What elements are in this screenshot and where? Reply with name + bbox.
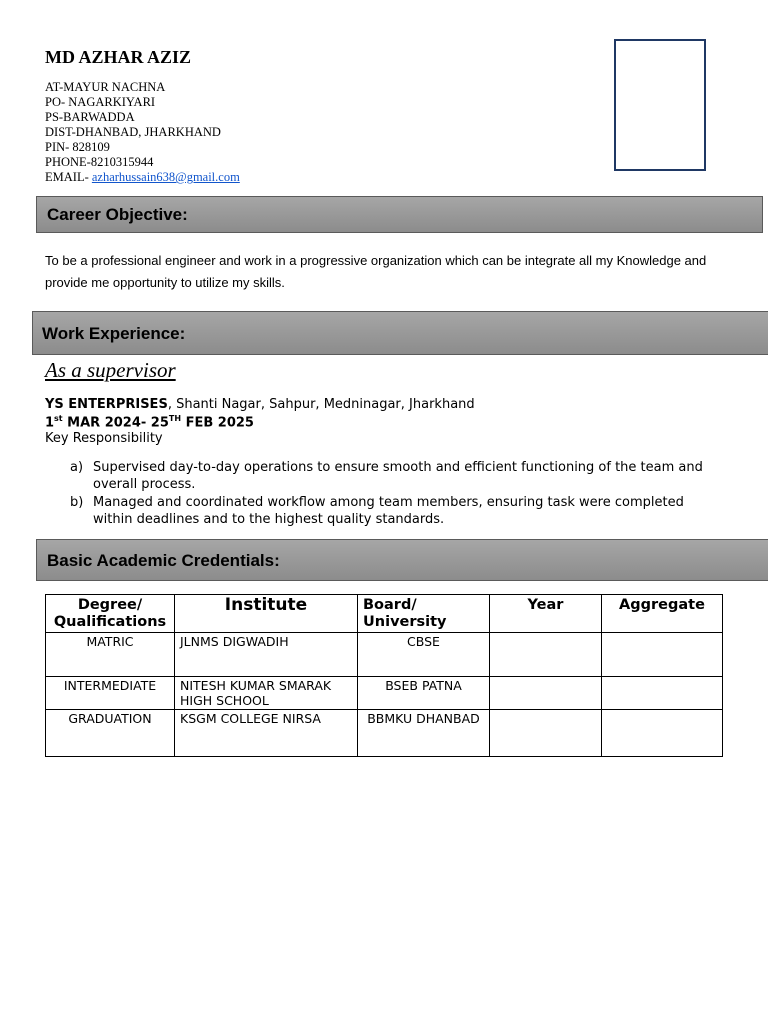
email-label: EMAIL- <box>45 170 92 184</box>
email-line <box>45 170 240 185</box>
work-experience-heading: Work Experience: <box>42 324 186 343</box>
address-line: DIST-DHANBAD, JHARKHAND <box>45 125 221 139</box>
career-objective-heading-band <box>36 196 763 233</box>
table-cell: BSEB PATNA <box>358 677 490 710</box>
table-cell: CBSE <box>358 633 490 677</box>
table-cell: BBMKU DHANBAD <box>358 710 490 757</box>
date-start-day: 1 <box>45 415 55 431</box>
role-title: As a supervisor <box>45 358 176 382</box>
responsibility-text: Managed and coordinated workflow among team members, ensuring task were completed within deadlines and to the highest quality standards. <box>93 495 684 527</box>
table-row <box>46 677 723 710</box>
key-responsibility-label: Key Responsibility <box>45 431 163 446</box>
company-location: , Shanti Nagar, Sahpur, Medninagar, Jharkhand <box>167 397 475 412</box>
academic-table <box>45 594 723 757</box>
date-start-suffix: st <box>54 414 63 423</box>
table-cell: MATRIC <box>46 633 175 677</box>
address-block <box>45 80 240 185</box>
phone-line: PHONE-8210315944 <box>45 155 154 169</box>
list-marker: b) <box>70 495 84 510</box>
table-header-row <box>46 595 723 633</box>
address-line: PS-BARWADDA <box>45 110 135 124</box>
candidate-name: MD AZHAR AZIZ <box>45 47 192 67</box>
address-line: AT-MAYUR NACHNA <box>45 80 166 94</box>
table-cell: NITESH KUMAR SMARAK HIGH SCHOOL <box>175 677 358 710</box>
table-cell <box>602 633 723 677</box>
column-header: Degree/ Qualifications <box>46 595 175 633</box>
table-cell: JLNMS DIGWADIH <box>175 633 358 677</box>
table-cell <box>490 710 602 757</box>
table-row <box>46 710 723 757</box>
responsibility-item <box>70 459 720 495</box>
table-cell <box>602 677 723 710</box>
company-name: YS ENTERPRISES <box>45 397 168 412</box>
table-cell <box>602 710 723 757</box>
table-cell <box>490 677 602 710</box>
date-end-rest: FEB 2025 <box>181 415 254 431</box>
table-cell <box>490 633 602 677</box>
table-row <box>46 633 723 677</box>
career-objective-heading: Career Objective: <box>47 205 188 224</box>
date-start-rest: MAR 2024- 25 <box>62 415 169 431</box>
company-line <box>45 397 475 412</box>
column-header: Board/ University <box>358 595 490 633</box>
date-end-suffix: TH <box>168 414 182 423</box>
academic-heading-band <box>36 539 768 581</box>
address-line: PIN- 828109 <box>45 140 110 154</box>
photo-placeholder <box>614 39 706 171</box>
table-cell: KSGM COLLEGE NIRSA <box>175 710 358 757</box>
address-line: PO- NAGARKIYARI <box>45 95 156 109</box>
work-experience-heading-band <box>32 311 768 355</box>
list-marker: a) <box>70 460 84 475</box>
column-header: Aggregate <box>602 595 723 633</box>
column-header: Institute <box>175 595 358 633</box>
academic-heading: Basic Academic Credentials: <box>47 551 280 570</box>
table-cell: INTERMEDIATE <box>46 677 175 710</box>
employment-dates <box>45 414 254 430</box>
column-header: Year <box>490 595 602 633</box>
career-objective-text: To be a professional engineer and work in a progressive organization which can be integrate all my Knowledge and provide me opportunity to utilize my skills. <box>45 253 707 290</box>
table-cell: GRADUATION <box>46 710 175 757</box>
email-link[interactable]: azharhussain638@gmail.com <box>91 170 240 184</box>
responsibility-item <box>70 494 720 530</box>
responsibility-text: Supervised day-to-day operations to ensure smooth and efficient functioning of the team and overall process. <box>93 460 703 492</box>
